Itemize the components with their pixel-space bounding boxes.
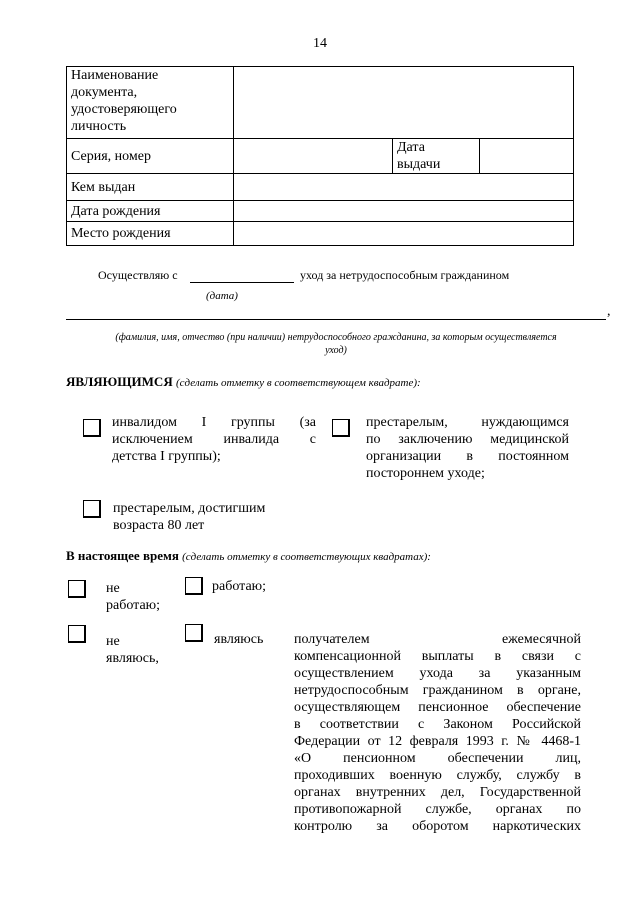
recipient-checkbox[interactable]	[185, 624, 203, 642]
recipient-description	[294, 631, 581, 835]
disabled-group1-text	[112, 414, 316, 465]
series-label: Серия, номер	[67, 139, 234, 174]
option-line: не	[106, 581, 120, 596]
option-line: работаю;	[106, 598, 161, 613]
option-line: престарелым, достигшим	[113, 501, 266, 516]
doc-name-label-line: личность	[71, 119, 127, 134]
current-heading-hint: (сделать отметку в соответствующих квадратах):	[182, 551, 431, 563]
care-date-field[interactable]	[190, 281, 294, 283]
desc-line: контролю за оборотом наркотических	[294, 819, 581, 834]
elderly-needs-care-checkbox[interactable]	[332, 419, 350, 437]
doc-name-label-line: документа,	[71, 85, 138, 100]
birth-place-label: Место рождения	[67, 222, 234, 246]
working-text: работаю;	[212, 579, 267, 594]
status-heading-hint: (сделать отметку в соответствующем квадрате):	[175, 377, 421, 389]
option-line: возраста 80 лет	[113, 518, 205, 533]
care-date-hint: (дата)	[206, 290, 238, 302]
desc-line: осуществляющем пенсионное обеспечение	[294, 700, 581, 715]
status-heading-bold: ЯВЛЯЮЩИМСЯ	[66, 374, 173, 389]
fio-hint: (фамилия, имя, отчество (при наличии) нетрудоспособного гражданина, за которым осуществляется	[115, 332, 557, 343]
issued-by-field[interactable]	[234, 174, 574, 201]
issue-date-field[interactable]	[480, 139, 574, 174]
option-line: являюсь,	[106, 651, 159, 666]
not-working-text	[106, 580, 160, 614]
elderly-80-text	[113, 500, 293, 534]
desc-line: в соответствии с Законом Российской	[294, 717, 581, 732]
issue-date-label-line: выдачи	[397, 157, 441, 172]
desc-line: получателем ежемесячной	[294, 632, 581, 647]
fio-field[interactable]	[66, 318, 606, 320]
current-heading	[66, 548, 431, 564]
not-recipient-text	[106, 633, 159, 667]
option-line: постороннем уходе;	[366, 466, 485, 481]
fio-hint-end: уход)	[325, 345, 347, 356]
desc-line: нетрудоспособным гражданином в органе,	[294, 683, 581, 698]
doc-name-label	[67, 67, 234, 139]
desc-line: компенсационной выплаты в связи с	[294, 649, 581, 664]
desc-line: «О пенсионном обеспечении лиц,	[294, 751, 581, 766]
doc-name-field[interactable]	[234, 67, 574, 139]
elderly-needs-care-text	[366, 414, 569, 482]
option-line: не	[106, 634, 120, 649]
not-working-checkbox[interactable]	[68, 580, 86, 598]
option-line: по заключению медицинской	[366, 432, 569, 447]
issue-date-label	[393, 139, 480, 174]
option-line: инвалидом I группы (за	[112, 415, 316, 430]
current-heading-bold: В настоящее время	[66, 548, 179, 563]
birth-date-field[interactable]	[234, 201, 574, 222]
issued-by-label: Кем выдан	[67, 174, 234, 201]
option-line: детства I группы);	[112, 449, 221, 464]
care-suffix: уход за нетрудоспособным гражданином	[300, 268, 510, 282]
issue-date-label-line: Дата	[397, 140, 425, 155]
desc-line: противопожарной службе, органах по	[294, 802, 581, 817]
fio-trailing-comma: ,	[607, 304, 611, 319]
desc-line: органах внутренних дел, Государственной	[294, 785, 581, 800]
birth-date-label: Дата рождения	[67, 201, 234, 222]
disabled-group1-checkbox[interactable]	[83, 419, 101, 437]
desc-line: проходивших военную службу, службу в	[294, 768, 581, 783]
doc-name-label-line: удостоверяющего	[71, 102, 177, 117]
option-line: организации в постоянном	[366, 449, 569, 464]
option-line: исключением инвалида с	[112, 432, 316, 447]
identity-table	[66, 66, 574, 246]
working-checkbox[interactable]	[185, 577, 203, 595]
page-number: 14	[313, 36, 327, 51]
care-prefix: Осуществляю с	[98, 268, 178, 282]
recipient-text: являюсь	[214, 632, 264, 647]
desc-line: Федерации от 12 февраля 1993 г. № 4468-1	[294, 734, 581, 749]
option-line: престарелым, нуждающимся	[366, 415, 569, 430]
series-field[interactable]	[234, 139, 393, 174]
elderly-80-checkbox[interactable]	[83, 500, 101, 518]
desc-line: осуществлением ухода за указанным	[294, 666, 581, 681]
status-heading	[66, 374, 421, 390]
not-recipient-checkbox[interactable]	[68, 625, 86, 643]
doc-name-label-line: Наименование	[71, 68, 159, 83]
birth-place-field[interactable]	[234, 222, 574, 246]
